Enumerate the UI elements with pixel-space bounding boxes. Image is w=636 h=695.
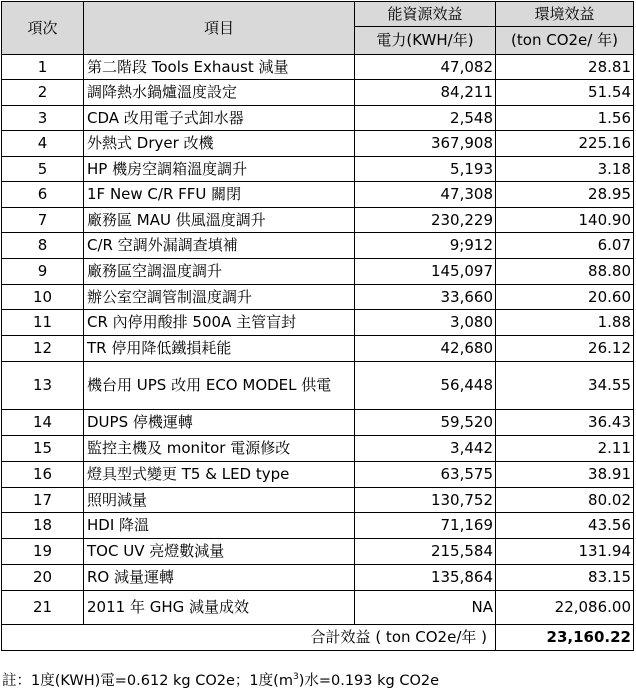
row-number: 17	[2, 488, 84, 513]
row-number: 2	[2, 80, 84, 106]
footnote-superscript: 3	[292, 672, 299, 682]
row-energy-kwh: 145,097	[355, 259, 496, 285]
table-row	[2, 436, 634, 462]
row-co2e: 38.91	[496, 462, 634, 488]
row-energy-kwh: 56,448	[355, 362, 496, 410]
table-row	[2, 157, 634, 182]
row-number: 19	[2, 539, 84, 565]
row-number: 20	[2, 565, 84, 591]
footnote-part1: 註：1度(KWH)電=0.612 kg CO2e；1度(m	[2, 673, 293, 689]
row-co2e: 26.12	[496, 336, 634, 362]
row-item: TR 停用降低鐵損耗能	[84, 336, 355, 362]
row-number: 10	[2, 285, 84, 310]
row-co2e: 3.18	[496, 157, 634, 182]
row-co2e: 28.81	[496, 55, 634, 80]
total-label: 合計效益 ( ton CO2e/年 )	[2, 625, 496, 651]
header-env-unit: (ton CO2e/ 年)	[496, 27, 634, 55]
row-item: 照明減量	[84, 488, 355, 513]
table-row	[2, 80, 634, 106]
table-row	[2, 131, 634, 157]
total-value: 23,160.22	[496, 625, 634, 651]
table-row	[2, 565, 634, 591]
row-item: 監控主機及 monitor 電源修改	[84, 436, 355, 462]
footnote-part2: )水=0.193 kg CO2e	[298, 673, 440, 689]
row-co2e: 1.88	[496, 310, 634, 336]
row-item: CDA 改用電子式卸水器	[84, 106, 355, 131]
row-number: 15	[2, 436, 84, 462]
row-co2e: 36.43	[496, 410, 634, 436]
row-item: 廠務區空調溫度調升	[84, 259, 355, 285]
row-co2e: 20.60	[496, 285, 634, 310]
row-number: 8	[2, 233, 84, 259]
row-item: 外熱式 Dryer 改機	[84, 131, 355, 157]
table-row	[2, 336, 634, 362]
row-co2e: 140.90	[496, 208, 634, 233]
row-number: 6	[2, 182, 84, 208]
table-row	[2, 488, 634, 513]
row-energy-kwh: 367,908	[355, 131, 496, 157]
row-energy-kwh: 9;912	[355, 233, 496, 259]
header-item: 項目	[84, 2, 355, 55]
row-co2e: 88.80	[496, 259, 634, 285]
row-item: 機台用 UPS 改用 ECO MODEL 供電	[84, 362, 355, 410]
row-co2e: 131.94	[496, 539, 634, 565]
row-number: 5	[2, 157, 84, 182]
row-energy-kwh: NA	[355, 591, 496, 625]
row-energy-kwh: 135,864	[355, 565, 496, 591]
row-energy-kwh: 47,082	[355, 55, 496, 80]
table-row	[2, 233, 634, 259]
row-number: 21	[2, 591, 84, 625]
header-energy-unit: 電力(KWH/年)	[355, 27, 496, 55]
header-no: 項次	[2, 2, 84, 55]
total-row	[2, 625, 634, 651]
row-item: DUPS 停機運轉	[84, 410, 355, 436]
row-number: 14	[2, 410, 84, 436]
table-row	[2, 362, 634, 410]
row-number: 3	[2, 106, 84, 131]
header-energy-group: 能資源效益	[355, 2, 496, 27]
header-env-group: 環境效益	[496, 2, 634, 27]
row-energy-kwh: 3,442	[355, 436, 496, 462]
row-energy-kwh: 59,520	[355, 410, 496, 436]
row-energy-kwh: 5,193	[355, 157, 496, 182]
table-row	[2, 410, 634, 436]
table-row	[2, 259, 634, 285]
table-row	[2, 310, 634, 336]
row-item: 1F New C/R FFU 關閉	[84, 182, 355, 208]
row-co2e: 1.56	[496, 106, 634, 131]
row-energy-kwh: 42,680	[355, 336, 496, 362]
row-co2e: 80.02	[496, 488, 634, 513]
row-energy-kwh: 71,169	[355, 513, 496, 539]
table-row	[2, 285, 634, 310]
row-energy-kwh: 130,752	[355, 488, 496, 513]
row-co2e: 2.11	[496, 436, 634, 462]
row-number: 4	[2, 131, 84, 157]
row-item: 燈具型式變更 T5 & LED type	[84, 462, 355, 488]
row-number: 1	[2, 55, 84, 80]
row-item: HP 機房空調箱溫度調升	[84, 157, 355, 182]
row-number: 16	[2, 462, 84, 488]
row-number: 9	[2, 259, 84, 285]
row-item: 廠務區 MAU 供風溫度調升	[84, 208, 355, 233]
row-item: 2011 年 GHG 減量成效	[84, 591, 355, 625]
row-number: 18	[2, 513, 84, 539]
header-row-1	[2, 2, 634, 27]
row-co2e: 28.95	[496, 182, 634, 208]
row-item: 辦公室空調管制溫度調升	[84, 285, 355, 310]
row-item: TOC UV 亮燈數減量	[84, 539, 355, 565]
row-energy-kwh: 215,584	[355, 539, 496, 565]
table-row	[2, 55, 634, 80]
row-co2e: 43.56	[496, 513, 634, 539]
row-energy-kwh: 3,080	[355, 310, 496, 336]
row-co2e: 225.16	[496, 131, 634, 157]
table-row	[2, 539, 634, 565]
table-row	[2, 462, 634, 488]
row-number: 12	[2, 336, 84, 362]
row-number: 7	[2, 208, 84, 233]
row-co2e: 6.07	[496, 233, 634, 259]
row-item: 調降熱水鍋爐溫度設定	[84, 80, 355, 106]
row-energy-kwh: 2,548	[355, 106, 496, 131]
row-number: 11	[2, 310, 84, 336]
footnote	[2, 669, 439, 690]
table-row	[2, 208, 634, 233]
row-co2e: 34.55	[496, 362, 634, 410]
row-item: HDI 降溫	[84, 513, 355, 539]
row-energy-kwh: 63,575	[355, 462, 496, 488]
row-co2e: 51.54	[496, 80, 634, 106]
row-co2e: 83.15	[496, 565, 634, 591]
row-number: 13	[2, 362, 84, 410]
row-item: RO 減量運轉	[84, 565, 355, 591]
row-energy-kwh: 33,660	[355, 285, 496, 310]
row-energy-kwh: 230,229	[355, 208, 496, 233]
table-row	[2, 591, 634, 625]
energy-savings-table	[1, 1, 634, 651]
table-row	[2, 106, 634, 131]
row-item: CR 內停用酸排 500A 主管盲封	[84, 310, 355, 336]
row-item: C/R 空調外漏調查填補	[84, 233, 355, 259]
row-energy-kwh: 47,308	[355, 182, 496, 208]
row-energy-kwh: 84,211	[355, 80, 496, 106]
row-co2e: 22,086.00	[496, 591, 634, 625]
table-row	[2, 182, 634, 208]
row-item: 第二階段 Tools Exhaust 減量	[84, 55, 355, 80]
table-row	[2, 513, 634, 539]
